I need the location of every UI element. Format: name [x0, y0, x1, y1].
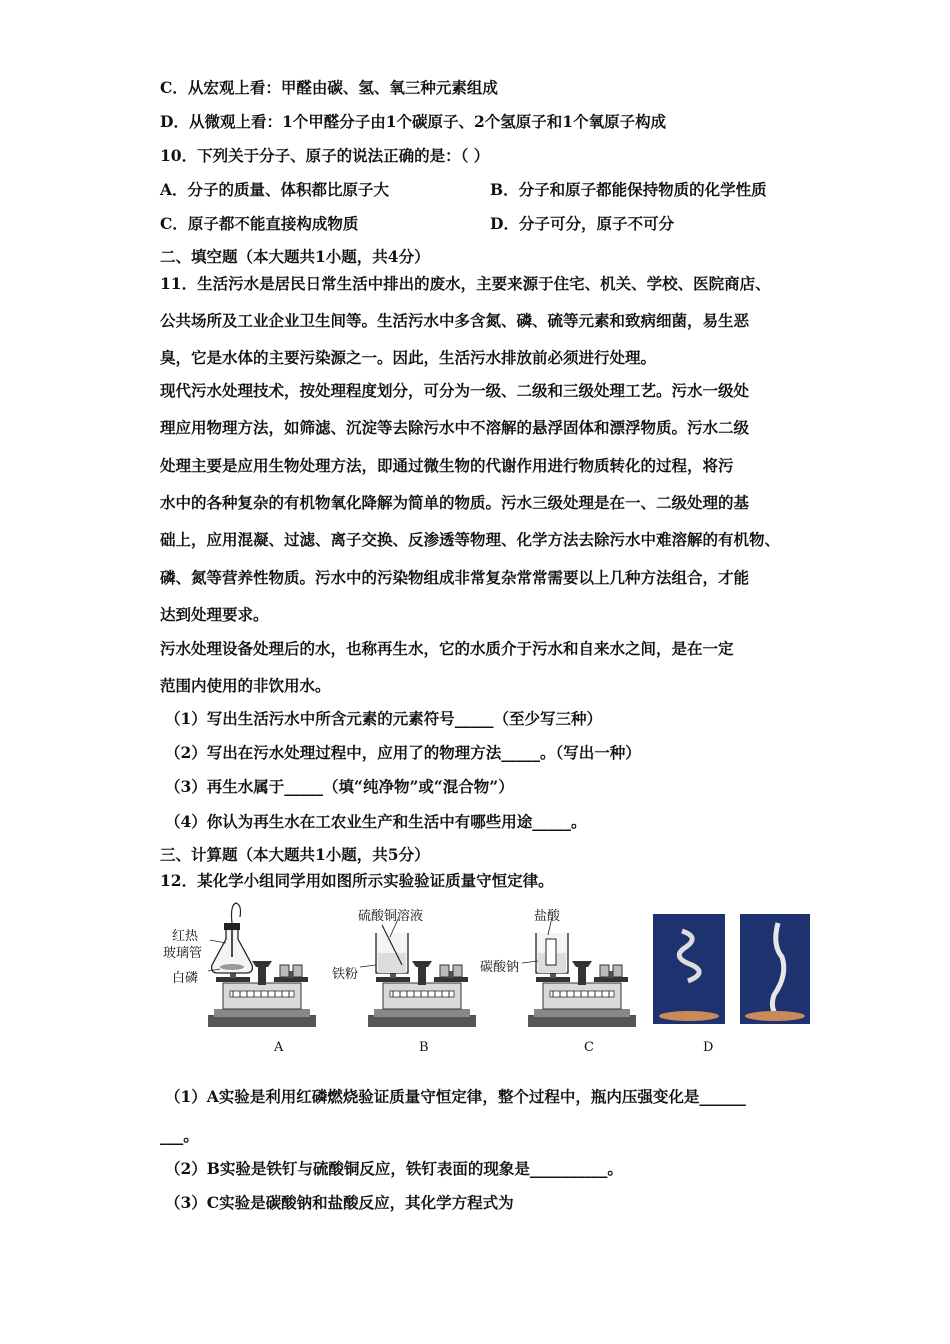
caption-a: A — [274, 1040, 284, 1055]
q11-line: 理应用物理方法，如筛滤、沉淀等去除污水中不溶解的悬浮固体和漂浮物质。污水二级 — [160, 418, 750, 437]
q11-line: 范围内使用的非饮用水。 — [160, 676, 331, 695]
label-hydrochloric-acid: 盐酸 — [534, 909, 561, 924]
q9-option-c: C．从宏观上看：甲醛由碳、氢、氧三种元素组成 — [160, 78, 498, 97]
setup-c — [522, 917, 636, 1027]
setup-d — [653, 914, 810, 1024]
q11-line: 达到处理要求。 — [160, 605, 269, 624]
q11-line: 臭，它是水体的主要污染源之一。因此，生活污水排放前必须进行处理。 — [160, 348, 657, 367]
q11-sub-4: （4）你认为再生水在工农业生产和生活中有哪些用途_____。 — [165, 812, 587, 831]
section-3-title: 三、计算题（本大题共1小题，共5分） — [160, 845, 430, 864]
q12-sub-1: （1）A实验是利用红磷燃烧验证质量守恒定律，整个过程中，瓶内压强变化是______ — [165, 1087, 746, 1106]
q12-sub-2: （2）B实验是铁钉与硫酸铜反应，铁钉表面的现象是__________。 — [165, 1159, 623, 1178]
label-glass-tube: 玻璃管 — [163, 946, 203, 961]
caption-d: D — [703, 1040, 714, 1055]
q11-sub-2: （2）写出在污水处理过程中，应用了的物理方法_____。（写出一种） — [165, 743, 641, 762]
q11-line: 污水处理设备处理后的水，也称再生水，它的水质介于污水和自来水之间，是在一定 — [160, 639, 734, 658]
section-2-title: 二、填空题（本大题共1小题，共4分） — [160, 247, 430, 266]
caption-b: B — [419, 1040, 429, 1055]
q12-sub-1-cont: ___。 — [160, 1126, 199, 1145]
label-copper-sulfate: 硫酸铜溶液 — [358, 909, 424, 924]
label-iron-powder: 铁粉 — [332, 967, 359, 982]
setup-b — [360, 919, 476, 1027]
q11-line: 公共场所及工业企业卫生间等。生活污水中多含氮、磷、硫等元素和致病细菌，易生恶 — [160, 311, 750, 330]
experiment-figure-drawing — [160, 895, 820, 1060]
q11-line: 磷、氮等营养性物质。污水中的污染物组成非常复杂常常需要以上几种方法组合，才能 — [160, 568, 750, 587]
q10-stem: 10．下列关于分子、原子的说法正确的是：（ ） — [160, 146, 490, 165]
q9-option-d: D．从微观上看：1个甲醛分子由1个碳原子、2个氢原子和1个氧原子构成 — [160, 112, 667, 131]
q11-line: 处理主要是应用生物处理方法，即通过微生物的代谢作用进行物质转化的过程，将污 — [160, 456, 734, 475]
q12-sub-3: （3）C实验是碳酸钠和盐酸反应，其化学方程式为 — [165, 1193, 514, 1212]
experiment-figure — [160, 895, 820, 1060]
q11-line: 础上，应用混凝、过滤、离子交换、反渗透等物理、化学方法去除污水中难溶解的有机物、 — [160, 530, 781, 549]
label-white-phosphorus: 白磷 — [172, 971, 199, 986]
setup-a — [208, 903, 316, 1027]
q11-sub-1: （1）写出生活污水中所含元素的元素符号_____（至少写三种） — [165, 709, 603, 728]
label-sodium-carbonate: 碳酸钠 — [480, 960, 520, 975]
q11-sub-3: （3）再生水属于_____（填“纯净物”或“混合物”） — [165, 777, 514, 796]
q11-line: 水中的各种复杂的有机物氧化降解为简单的物质。污水三级处理是在一、二级处理的基 — [160, 493, 750, 512]
q12-stem: 12．某化学小组同学用如图所示实验验证质量守恒定律。 — [160, 871, 554, 890]
q10-option-a: A．分子的质量、体积都比原子大 — [160, 180, 390, 199]
label-red-hot: 红热 — [172, 929, 199, 944]
q10-option-c: C．原子都不能直接构成物质 — [160, 214, 359, 233]
q10-option-b: B．分子和原子都能保持物质的化学性质 — [490, 180, 767, 199]
q11-line: 现代污水处理技术，按处理程度划分，可分为一级、二级和三级处理工艺。污水一级处 — [160, 381, 750, 400]
caption-c: C — [584, 1040, 594, 1055]
q11-line: 11．生活污水是居民日常生活中排出的废水，主要来源于住宅、机关、学校、医院商店、 — [160, 274, 771, 293]
q10-option-d: D．分子可分，原子不可分 — [490, 214, 674, 233]
